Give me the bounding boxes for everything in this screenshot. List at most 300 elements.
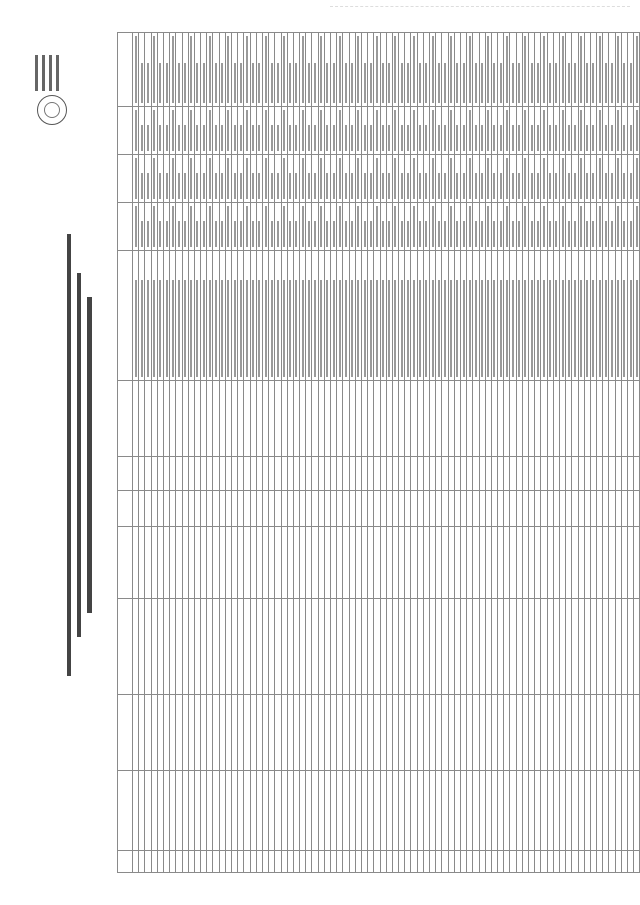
cell-text-placeholder <box>357 110 359 151</box>
cell-text-placeholder <box>512 280 514 377</box>
cell-text-placeholder <box>611 125 613 151</box>
cell-text-placeholder <box>314 63 316 103</box>
cell-text-placeholder <box>141 63 143 103</box>
cell-text-placeholder <box>339 158 341 199</box>
cell-text-placeholder <box>382 63 384 103</box>
cell-text-placeholder <box>438 63 440 103</box>
cell-text-placeholder <box>617 158 619 199</box>
cell-text-placeholder <box>153 158 155 199</box>
cell-text-placeholder <box>568 63 570 103</box>
cell-text-placeholder <box>617 36 619 103</box>
cell-text-placeholder <box>153 110 155 151</box>
cell-text-placeholder <box>141 125 143 151</box>
cell-text-placeholder <box>518 63 520 103</box>
cell-text-placeholder <box>345 63 347 103</box>
cell-text-placeholder <box>289 63 291 103</box>
cell-text-placeholder <box>159 173 161 199</box>
cell-text-placeholder <box>364 221 366 247</box>
cell-text-placeholder <box>555 221 557 247</box>
cell-text-placeholder <box>351 173 353 199</box>
cell-text-placeholder <box>605 221 607 247</box>
cell-text-placeholder <box>252 63 254 103</box>
cell-text-placeholder <box>227 280 229 377</box>
cell-text-placeholder <box>623 173 625 199</box>
approval-line <box>42 55 45 91</box>
cell-text-placeholder <box>599 110 601 151</box>
cell-text-placeholder <box>234 280 236 377</box>
measures-table <box>117 32 640 873</box>
cell-text-placeholder <box>636 110 638 151</box>
cell-text-placeholder <box>500 221 502 247</box>
cell-text-placeholder <box>425 221 427 247</box>
cell-text-placeholder <box>475 221 477 247</box>
cell-text-placeholder <box>636 36 638 103</box>
cell-text-placeholder <box>172 206 174 247</box>
cell-text-placeholder <box>339 36 341 103</box>
cell-text-placeholder <box>265 206 267 247</box>
cell-text-placeholder <box>172 158 174 199</box>
cell-text-placeholder <box>295 63 297 103</box>
cell-text-placeholder <box>512 221 514 247</box>
cell-text-placeholder <box>605 280 607 377</box>
cell-text-placeholder <box>481 63 483 103</box>
cell-text-placeholder <box>549 125 551 151</box>
cell-text-placeholder <box>364 63 366 103</box>
cell-text-placeholder <box>190 280 192 377</box>
cell-text-placeholder <box>562 36 564 103</box>
cell-text-placeholder <box>240 280 242 377</box>
column-header <box>118 491 133 527</box>
cell-text-placeholder <box>469 110 471 151</box>
cell-text-placeholder <box>493 280 495 377</box>
cell-text-placeholder <box>135 158 137 199</box>
cell-text-placeholder <box>580 206 582 247</box>
cell-text-placeholder <box>246 158 248 199</box>
cell-text-placeholder <box>159 221 161 247</box>
cell-text-placeholder <box>147 63 149 103</box>
cell-text-placeholder <box>308 280 310 377</box>
cell-text-placeholder <box>475 125 477 151</box>
cell-text-placeholder <box>636 280 638 377</box>
cell-text-placeholder <box>320 158 322 199</box>
cell-text-placeholder <box>623 63 625 103</box>
cell-text-placeholder <box>481 280 483 377</box>
cell-text-placeholder <box>487 110 489 151</box>
cell-text-placeholder <box>562 110 564 151</box>
cell-text-placeholder <box>184 63 186 103</box>
cell-text-placeholder <box>227 36 229 103</box>
cell-text-placeholder <box>506 280 508 377</box>
cell-text-placeholder <box>376 110 378 151</box>
cell-text-placeholder <box>419 125 421 151</box>
cell-text-placeholder <box>388 173 390 199</box>
approval-line <box>49 55 52 91</box>
cell-text-placeholder <box>388 125 390 151</box>
cell-text-placeholder <box>364 125 366 151</box>
cell-text-placeholder <box>394 110 396 151</box>
cell-text-placeholder <box>166 280 168 377</box>
cell-text-placeholder <box>345 280 347 377</box>
cell-text-placeholder <box>623 221 625 247</box>
cell-text-placeholder <box>277 63 279 103</box>
cell-text-placeholder <box>308 125 310 151</box>
cell-text-placeholder <box>209 158 211 199</box>
cell-text-placeholder <box>463 125 465 151</box>
cell-text-placeholder <box>135 110 137 151</box>
cell-text-placeholder <box>555 125 557 151</box>
cell-text-placeholder <box>487 280 489 377</box>
cell-text-placeholder <box>289 173 291 199</box>
cell-text-placeholder <box>240 173 242 199</box>
cell-text-placeholder <box>388 63 390 103</box>
cell-text-placeholder <box>438 221 440 247</box>
cell-text-placeholder <box>611 63 613 103</box>
cell-text-placeholder <box>246 110 248 151</box>
cell-text-placeholder <box>574 221 576 247</box>
cell-text-placeholder <box>481 221 483 247</box>
cell-text-placeholder <box>370 221 372 247</box>
cell-text-placeholder <box>394 280 396 377</box>
cell-text-placeholder <box>432 158 434 199</box>
cell-text-placeholder <box>320 36 322 103</box>
cell-text-placeholder <box>308 221 310 247</box>
cell-text-placeholder <box>574 173 576 199</box>
cell-text-placeholder <box>419 221 421 247</box>
cell-text-placeholder <box>444 63 446 103</box>
cell-text-placeholder <box>531 221 533 247</box>
cell-text-placeholder <box>190 158 192 199</box>
cell-text-placeholder <box>407 63 409 103</box>
cell-text-placeholder <box>258 173 260 199</box>
cell-text-placeholder <box>141 173 143 199</box>
cell-text-placeholder <box>549 173 551 199</box>
cell-text-placeholder <box>345 125 347 151</box>
cell-text-placeholder <box>512 63 514 103</box>
cell-text-placeholder <box>271 63 273 103</box>
cell-text-placeholder <box>283 36 285 103</box>
cell-text-placeholder <box>172 280 174 377</box>
cell-text-placeholder <box>320 110 322 151</box>
cell-text-placeholder <box>302 110 304 151</box>
cell-text-placeholder <box>252 221 254 247</box>
cell-text-placeholder <box>438 173 440 199</box>
cell-text-placeholder <box>580 36 582 103</box>
cell-text-placeholder <box>500 63 502 103</box>
cell-text-placeholder <box>425 280 427 377</box>
cell-text-placeholder <box>382 125 384 151</box>
approval-stamp <box>31 53 71 125</box>
cell-text-placeholder <box>537 173 539 199</box>
cell-text-placeholder <box>190 110 192 151</box>
cell-text-placeholder <box>630 173 632 199</box>
cell-text-placeholder <box>277 125 279 151</box>
cell-text-placeholder <box>370 63 372 103</box>
cell-text-placeholder <box>407 280 409 377</box>
cell-text-placeholder <box>320 280 322 377</box>
cell-text-placeholder <box>215 125 217 151</box>
cell-text-placeholder <box>333 63 335 103</box>
cell-text-placeholder <box>326 173 328 199</box>
cell-text-placeholder <box>401 221 403 247</box>
cell-text-placeholder <box>401 280 403 377</box>
cell-text-placeholder <box>592 63 594 103</box>
cell-text-placeholder <box>166 221 168 247</box>
cell-text-placeholder <box>135 206 137 247</box>
cell-text-placeholder <box>586 125 588 151</box>
cell-text-placeholder <box>345 173 347 199</box>
cell-text-placeholder <box>370 125 372 151</box>
cell-text-placeholder <box>184 125 186 151</box>
document-title-block <box>61 215 107 695</box>
cell-text-placeholder <box>555 63 557 103</box>
cell-text-placeholder <box>302 158 304 199</box>
cell-text-placeholder <box>537 280 539 377</box>
cell-text-placeholder <box>562 158 564 199</box>
cell-text-placeholder <box>432 280 434 377</box>
cell-text-placeholder <box>147 221 149 247</box>
cell-text-placeholder <box>531 173 533 199</box>
column-header <box>118 203 133 251</box>
cell-text-placeholder <box>419 280 421 377</box>
cell-text-placeholder <box>246 280 248 377</box>
cell-text-placeholder <box>351 221 353 247</box>
scan-artifact <box>330 6 630 9</box>
cell-text-placeholder <box>252 280 254 377</box>
title-line <box>87 297 92 614</box>
cell-text-placeholder <box>252 125 254 151</box>
cell-text-placeholder <box>611 280 613 377</box>
cell-text-placeholder <box>178 280 180 377</box>
cell-text-placeholder <box>531 280 533 377</box>
cell-text-placeholder <box>450 36 452 103</box>
cell-text-placeholder <box>265 280 267 377</box>
cell-text-placeholder <box>234 221 236 247</box>
cell-text-placeholder <box>166 63 168 103</box>
cell-text-placeholder <box>574 125 576 151</box>
cell-text-placeholder <box>184 280 186 377</box>
cell-text-placeholder <box>432 36 434 103</box>
column-header <box>118 527 133 599</box>
cell-text-placeholder <box>401 125 403 151</box>
column-header <box>118 457 133 491</box>
cell-text-placeholder <box>153 36 155 103</box>
cell-text-placeholder <box>580 110 582 151</box>
cell-text-placeholder <box>562 280 564 377</box>
cell-text-placeholder <box>623 125 625 151</box>
cell-text-placeholder <box>438 280 440 377</box>
cell-text-placeholder <box>500 280 502 377</box>
cell-text-placeholder <box>326 280 328 377</box>
cell-text-placeholder <box>568 125 570 151</box>
cell-text-placeholder <box>265 36 267 103</box>
cell-text-placeholder <box>630 125 632 151</box>
cell-text-placeholder <box>339 206 341 247</box>
cell-text-placeholder <box>147 280 149 377</box>
cell-text-placeholder <box>333 221 335 247</box>
cell-text-placeholder <box>481 173 483 199</box>
cell-text-placeholder <box>543 110 545 151</box>
cell-text-placeholder <box>271 221 273 247</box>
cell-text-placeholder <box>215 280 217 377</box>
cell-text-placeholder <box>227 158 229 199</box>
cell-text-placeholder <box>524 110 526 151</box>
cell-text-placeholder <box>469 280 471 377</box>
cell-text-placeholder <box>209 206 211 247</box>
cell-text-placeholder <box>450 280 452 377</box>
cell-text-placeholder <box>537 125 539 151</box>
cell-text-placeholder <box>562 206 564 247</box>
cell-text-placeholder <box>184 221 186 247</box>
cell-text-placeholder <box>277 173 279 199</box>
cell-text-placeholder <box>592 221 594 247</box>
cell-text-placeholder <box>166 125 168 151</box>
cell-text-placeholder <box>487 36 489 103</box>
cell-text-placeholder <box>537 63 539 103</box>
cell-text-placeholder <box>586 173 588 199</box>
cell-text-placeholder <box>444 280 446 377</box>
cell-text-placeholder <box>283 110 285 151</box>
cell-text-placeholder <box>617 280 619 377</box>
cell-text-placeholder <box>394 36 396 103</box>
cell-text-placeholder <box>456 63 458 103</box>
cell-text-placeholder <box>407 221 409 247</box>
cell-text-placeholder <box>487 158 489 199</box>
cell-text-placeholder <box>159 125 161 151</box>
seal-icon <box>37 95 67 125</box>
cell-text-placeholder <box>599 36 601 103</box>
cell-text-placeholder <box>271 173 273 199</box>
cell-text-placeholder <box>500 173 502 199</box>
cell-text-placeholder <box>308 173 310 199</box>
cell-text-placeholder <box>141 221 143 247</box>
cell-text-placeholder <box>289 125 291 151</box>
title-line <box>77 273 81 638</box>
cell-text-placeholder <box>295 280 297 377</box>
cell-text-placeholder <box>586 280 588 377</box>
cell-text-placeholder <box>221 125 223 151</box>
cell-text-placeholder <box>382 280 384 377</box>
cell-text-placeholder <box>481 125 483 151</box>
approval-lines <box>35 55 63 91</box>
cell-text-placeholder <box>444 221 446 247</box>
cell-text-placeholder <box>221 63 223 103</box>
cell-text-placeholder <box>178 221 180 247</box>
cell-text-placeholder <box>295 173 297 199</box>
column-header <box>118 33 133 107</box>
cell-text-placeholder <box>500 125 502 151</box>
cell-text-placeholder <box>555 173 557 199</box>
cell-text-placeholder <box>456 280 458 377</box>
cell-text-placeholder <box>425 173 427 199</box>
cell-text-placeholder <box>450 206 452 247</box>
cell-text-placeholder <box>592 173 594 199</box>
cell-text-placeholder <box>493 173 495 199</box>
cell-text-placeholder <box>469 158 471 199</box>
cell-text-placeholder <box>475 280 477 377</box>
cell-text-placeholder <box>463 221 465 247</box>
cell-text-placeholder <box>308 63 310 103</box>
cell-text-placeholder <box>537 221 539 247</box>
cell-text-placeholder <box>159 63 161 103</box>
cell-text-placeholder <box>302 206 304 247</box>
cell-text-placeholder <box>190 36 192 103</box>
cell-text-placeholder <box>586 221 588 247</box>
cell-text-placeholder <box>221 173 223 199</box>
cell-text-placeholder <box>475 63 477 103</box>
cell-text-placeholder <box>493 125 495 151</box>
column-header <box>118 107 133 155</box>
cell-text-placeholder <box>524 158 526 199</box>
cell-text-placeholder <box>469 36 471 103</box>
cell-text-placeholder <box>413 110 415 151</box>
cell-text-placeholder <box>376 206 378 247</box>
cell-text-placeholder <box>419 173 421 199</box>
cell-text-placeholder <box>568 173 570 199</box>
cell-text-placeholder <box>221 280 223 377</box>
cell-text-placeholder <box>450 110 452 151</box>
cell-text-placeholder <box>493 63 495 103</box>
cell-text-placeholder <box>401 173 403 199</box>
cell-text-placeholder <box>209 280 211 377</box>
cell-text-placeholder <box>444 125 446 151</box>
cell-text-placeholder <box>302 36 304 103</box>
cell-text-placeholder <box>401 63 403 103</box>
cell-text-placeholder <box>159 280 161 377</box>
cell-text-placeholder <box>623 280 625 377</box>
cell-text-placeholder <box>605 63 607 103</box>
cell-text-placeholder <box>487 206 489 247</box>
cell-text-placeholder <box>172 36 174 103</box>
cell-text-placeholder <box>277 280 279 377</box>
cell-text-placeholder <box>258 221 260 247</box>
cell-text-placeholder <box>240 221 242 247</box>
cell-text-placeholder <box>295 125 297 151</box>
cell-text-placeholder <box>246 36 248 103</box>
cell-text-placeholder <box>333 173 335 199</box>
cell-text-placeholder <box>333 280 335 377</box>
cell-text-placeholder <box>506 206 508 247</box>
cell-text-placeholder <box>617 110 619 151</box>
cell-text-placeholder <box>524 36 526 103</box>
cell-text-placeholder <box>172 110 174 151</box>
cell-text-placeholder <box>382 173 384 199</box>
cell-text-placeholder <box>580 280 582 377</box>
cell-text-placeholder <box>234 125 236 151</box>
cell-text-placeholder <box>370 280 372 377</box>
cell-text-placeholder <box>357 280 359 377</box>
cell-text-placeholder <box>543 158 545 199</box>
cell-text-placeholder <box>357 36 359 103</box>
cell-text-placeholder <box>413 36 415 103</box>
cell-text-placeholder <box>351 280 353 377</box>
table-header-row <box>118 33 133 873</box>
cell-text-placeholder <box>636 206 638 247</box>
cell-text-placeholder <box>258 125 260 151</box>
cell-text-placeholder <box>394 206 396 247</box>
cell-text-placeholder <box>252 173 254 199</box>
cell-text-placeholder <box>184 173 186 199</box>
cell-text-placeholder <box>333 125 335 151</box>
cell-text-placeholder <box>203 221 205 247</box>
cell-text-placeholder <box>203 125 205 151</box>
cell-text-placeholder <box>227 110 229 151</box>
cell-text-placeholder <box>314 173 316 199</box>
cell-text-placeholder <box>215 173 217 199</box>
cell-text-placeholder <box>196 125 198 151</box>
cell-text-placeholder <box>153 206 155 247</box>
cell-text-placeholder <box>555 280 557 377</box>
cell-text-placeholder <box>326 221 328 247</box>
